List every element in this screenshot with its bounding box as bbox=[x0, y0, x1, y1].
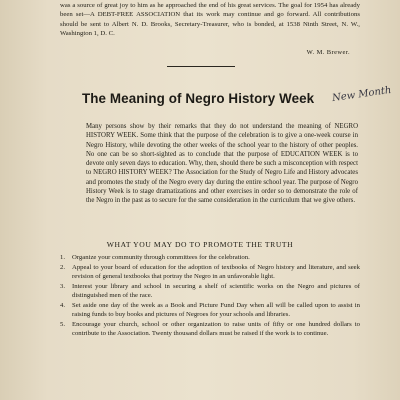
handwritten-note: New Month bbox=[331, 84, 393, 105]
article-paragraph bbox=[86, 122, 358, 205]
list-item-number: 3. bbox=[60, 282, 66, 290]
list-item-text: Appeal to your board of education for the adoption of textbooks of Negro history and literature, and seek revision of general textbooks that portray the Negro in an unfavorable light. bbox=[72, 263, 360, 281]
list-item-number: 4. bbox=[60, 301, 66, 309]
list-item-text: Set aside one day of the week as a Book and Picture Fund Day when all will be called upon to assist in raising funds to buy books and pictures of Negroes for your schools and libraries. bbox=[72, 301, 360, 319]
article-title: The Meaning of Negro History Week bbox=[82, 91, 315, 106]
list-item bbox=[60, 282, 360, 301]
intro-text: was a source of great joy to him as he approached the end of his great services. The goal for 1954 has already been set—A DEBT-FREE ASSOCIATION that its work may continue and go forward. All contributions should be sent to Albert N. D. Brooks, Secretary-Treasurer, who is bonded, at 1538 Ninth Street, N. W., Washington 1, D. C. bbox=[60, 2, 360, 38]
list-item-text: Interest your library and school in securing a shelf of scientific works on the Negro and pictures of distinguished men of the race. bbox=[72, 282, 360, 300]
promote-list bbox=[60, 253, 360, 339]
list-item bbox=[60, 301, 360, 320]
list-item-number: 2. bbox=[60, 263, 66, 271]
list-item-text: Encourage your church, school or other organization to raise units of fifty or one hundred dollars to contribute to the Association. Twenty thousand dollars must be raised if the work is to continue. bbox=[72, 321, 360, 338]
promote-heading: WHAT YOU MAY DO TO PROMOTE THE TRUTH bbox=[106, 240, 294, 249]
intro-paragraph bbox=[60, 1, 360, 39]
article-paragraph-text: Many persons show by their remarks that they do not understand the meaning of NEGRO HISTORY WEEK. Some think that the purpose of the celebration is to give a one-week course in Negro History, while devoting the other weeks of the school year to the history of other peoples. No one can be so short-sighted as to conclude that the purpose of EDUCATION WEEK is to devote only seven days to education. Why, then, should there be such a misconception with respect to NEGRO HISTORY WEEK? The Association for the Study of Negro Life and History advocates and promotes the study of the Negro every day during the entire school year. The purpose of Negro History Week is to stage dramatizations and other exercises in order so to demonstrate the role of the Negro in the past as to secure for the same consideration in the curriculum that we give others. bbox=[86, 123, 358, 204]
signature: W. M. Brewer. bbox=[306, 49, 350, 56]
list-item bbox=[60, 263, 360, 282]
list-item bbox=[60, 253, 360, 262]
section-divider bbox=[167, 66, 235, 67]
list-item-number: 5. bbox=[60, 321, 66, 329]
list-item-number: 1. bbox=[60, 254, 66, 261]
list-item bbox=[60, 320, 360, 339]
list-item-text: Organize your community through committees for the celebration. bbox=[72, 254, 250, 261]
